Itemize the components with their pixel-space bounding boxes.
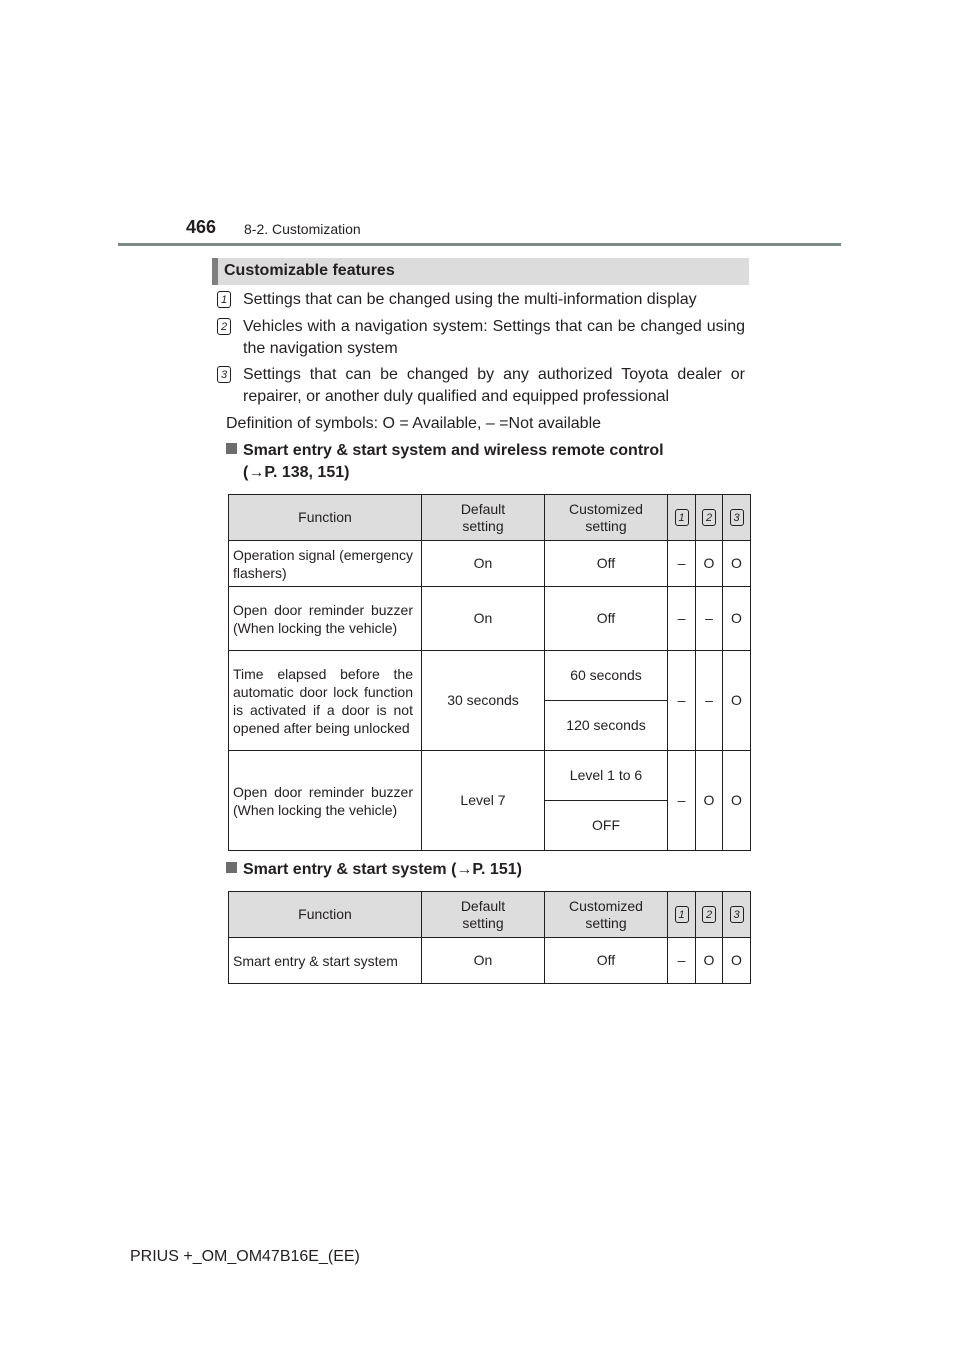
row-col-1: – (668, 938, 696, 984)
header-rule (118, 243, 841, 246)
header-default: Default setting (422, 892, 545, 938)
header-col-2 (696, 892, 723, 938)
row-col-1: – (668, 751, 696, 851)
note-2-number: 2 (217, 318, 231, 335)
header-col-1 (668, 495, 696, 541)
circled-1-icon: 1 (675, 509, 689, 526)
row-col-1: – (668, 541, 696, 587)
row-col-2: – (696, 587, 723, 651)
row-col-2: O (696, 938, 723, 984)
section1-title-line (226, 440, 664, 462)
row-custom: Off (545, 541, 668, 587)
section2-title-line (226, 859, 522, 881)
note-3-text: Settings that can be changed by any authorized Toyota dealer or repairer, or another duly qualified and equipped professional (243, 366, 745, 405)
note-1-number: 1 (217, 291, 231, 308)
row-col-2: – (696, 651, 723, 751)
header-function: Function (229, 495, 422, 541)
bullet-square-icon (226, 862, 237, 873)
row-custom: 60 seconds (545, 651, 668, 701)
bullet-square-icon (226, 443, 237, 454)
table-row (229, 751, 751, 801)
circled-3-icon: 3 (730, 509, 744, 526)
note-1-text: Settings that can be changed using the multi-information display (243, 291, 697, 308)
row-custom: OFF (545, 801, 668, 851)
circled-3-icon: 3 (730, 906, 744, 923)
table-row (229, 651, 751, 701)
row-col-1: – (668, 651, 696, 751)
section1-ref: (→P. 138, 151) (243, 464, 350, 481)
settings-table-1 (228, 494, 751, 851)
row-custom: 120 seconds (545, 701, 668, 751)
table-header-row (229, 495, 751, 541)
row-col-1: – (668, 587, 696, 651)
row-col-3: O (723, 751, 751, 851)
note-2-text: Vehicles with a navigation system: Settings that can be changed using the navigation system (243, 318, 745, 357)
heading-accent (212, 258, 218, 285)
row-default: On (422, 541, 545, 587)
row-function: Open door reminder buzzer (When locking the vehicle) (229, 751, 422, 851)
header-col-3 (723, 892, 751, 938)
header-customized: Customized setting (545, 495, 668, 541)
row-function: Operation signal (emergency flashers) (229, 541, 422, 587)
table-row (229, 938, 751, 984)
table-row (229, 541, 751, 587)
header-customized: Customized setting (545, 892, 668, 938)
circled-2-icon: 2 (702, 906, 716, 923)
features-heading: Customizable features (224, 262, 395, 279)
section1-title: Smart entry & start system and wireless remote control (243, 442, 664, 459)
row-col-2: O (696, 541, 723, 587)
row-default: On (422, 938, 545, 984)
row-col-3: O (723, 587, 751, 651)
header-col-1 (668, 892, 696, 938)
header-col-3 (723, 495, 751, 541)
page-number: 466 (186, 217, 217, 237)
row-custom: Off (545, 587, 668, 651)
row-function: Smart entry & start system (229, 938, 422, 984)
row-function: Open door reminder buzzer (When locking the vehicle) (229, 587, 422, 651)
table-header-row (229, 892, 751, 938)
row-default: On (422, 587, 545, 651)
circled-2-icon: 2 (702, 509, 716, 526)
row-default: 30 seconds (422, 651, 545, 751)
table-row (229, 587, 751, 651)
section2-title: Smart entry & start system (→P. 151) (243, 861, 522, 878)
section-title: 8-2. Customization (244, 221, 361, 237)
row-function: Time elapsed before the automatic door lock function is activated if a door is not opened after being unlocked (229, 651, 422, 751)
footer-doc-id: PRIUS +_OM_OM47B16E_(EE) (130, 1248, 360, 1265)
row-col-2: O (696, 751, 723, 851)
row-custom: Level 1 to 6 (545, 751, 668, 801)
row-default: Level 7 (422, 751, 545, 851)
row-col-3: O (723, 938, 751, 984)
features-heading-bar (212, 258, 749, 285)
header-default: Default setting (422, 495, 545, 541)
settings-table-2 (228, 891, 751, 984)
row-col-3: O (723, 541, 751, 587)
symbol-definition: Definition of symbols: O = Available, – =Not available (226, 415, 602, 432)
header-function: Function (229, 892, 422, 938)
circled-1-icon: 1 (675, 906, 689, 923)
row-custom: Off (545, 938, 668, 984)
note-3-number: 3 (217, 366, 231, 383)
row-col-3: O (723, 651, 751, 751)
header-col-2 (696, 495, 723, 541)
